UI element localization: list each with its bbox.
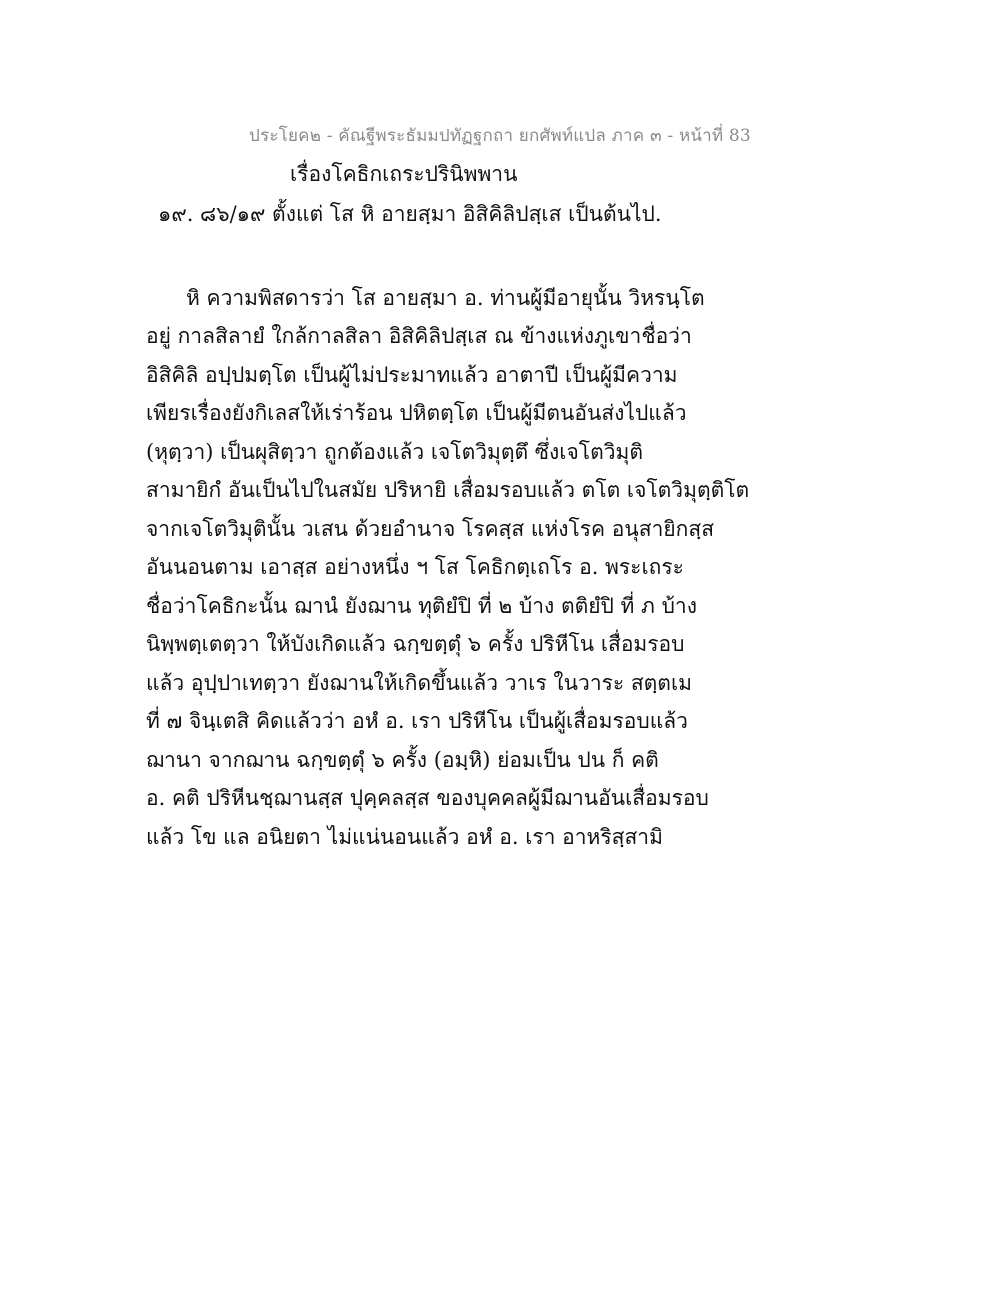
body-line: จากเจโตวิมุตินั้น วเสน ด้วยอำนาจ โรคสฺส แห่งโรค อนุสายิกสฺส: [146, 517, 715, 541]
body-line: อ. คติ ปริหีนชฺฌานสฺส ปุคฺคลสฺส ของบุคคลผู้มีฌานอันเสื่อมรอบ: [146, 786, 709, 810]
section-reference: ๑๙. ๘๖/๑๙ ตั้งแต่ โส หิ อายสฺมา อิสิคิลิปสฺเส เป็นต้นไป.: [158, 202, 662, 226]
body-line: อันนอนตาม เอาสฺส อย่างหนึ่ง ฯ โส โคธิกตฺเถโร อ. พระเถระ: [146, 555, 684, 579]
body-line: นิพฺพตฺเตตฺวา ให้บังเกิดแล้ว ฉกฺขตฺตุํ ๖ ครั้ง ปริหีโน เสื่อมรอบ: [146, 632, 685, 656]
body-line: อยู่ กาลสิลายํ ใกล้กาลสิลา อิสิคิลิปสฺเส ณ ข้างแห่งภูเขาชื่อว่า: [146, 324, 692, 348]
body-line: (หุตฺวา) เป็นผุสิตฺวา ถูกต้องแล้ว เจโตวิมุตฺตึ ซึ่งเจโตวิมุติ: [146, 440, 643, 464]
body-line: เพียรเรื่องยังกิเลสให้เร่าร้อน ปหิตตฺโต เป็นผู้มีตนอันส่งไปแล้ว: [146, 401, 687, 425]
body-line: ฌานา จากฌาน ฉกฺขตฺตุํ ๖ ครั้ง (อมฺหิ) ย่อมเป็น ปน ก็ คติ: [146, 748, 659, 772]
story-title: เรื่องโคธิกเถระปรินิพพาน: [290, 162, 518, 186]
body-line: ที่ ๗ จินฺเตสิ คิดแล้วว่า อหํ อ. เรา ปริหีโน เป็นผู้เสื่อมรอบแล้ว: [146, 709, 688, 733]
body-line: ชื่อว่าโคธิกะนั้น ฌานํ ยังฌาน ทุติยํปิ ที่ ๒ บ้าง ตติยํปิ ที่ ภ บ้าง: [146, 594, 697, 618]
body-line: แล้ว โข แล อนิยตา ไม่แน่นอนแล้ว อหํ อ. เรา อาหริสฺสามิ: [146, 825, 663, 849]
body-line: หิ ความพิสดารว่า โส อายสฺมา อ. ท่านผู้มีอายุนั้น วิหรนฺโต: [186, 286, 705, 310]
body-line: อิสิคิลิ อปฺปมตฺโต เป็นผู้ไม่ประมาทแล้ว อาตาปี เป็นผู้มีความ: [146, 363, 678, 387]
running-head: ประโยค๒ - คัณฐีพระธัมมปทัฏฐกถา ยกศัพท์แปล ภาค ๓ - หน้าที่ 83: [249, 126, 751, 146]
body-line: สามายิกํ อันเป็นไปในสมัย ปริหายิ เสื่อมรอบแล้ว ตโต เจโตวิมุตฺติโต: [146, 478, 750, 502]
body-line: แล้ว อุปฺปาเทตฺวา ยังฌานให้เกิดขึ้นแล้ว วาเร ในวาระ สตฺตเม: [146, 671, 692, 695]
